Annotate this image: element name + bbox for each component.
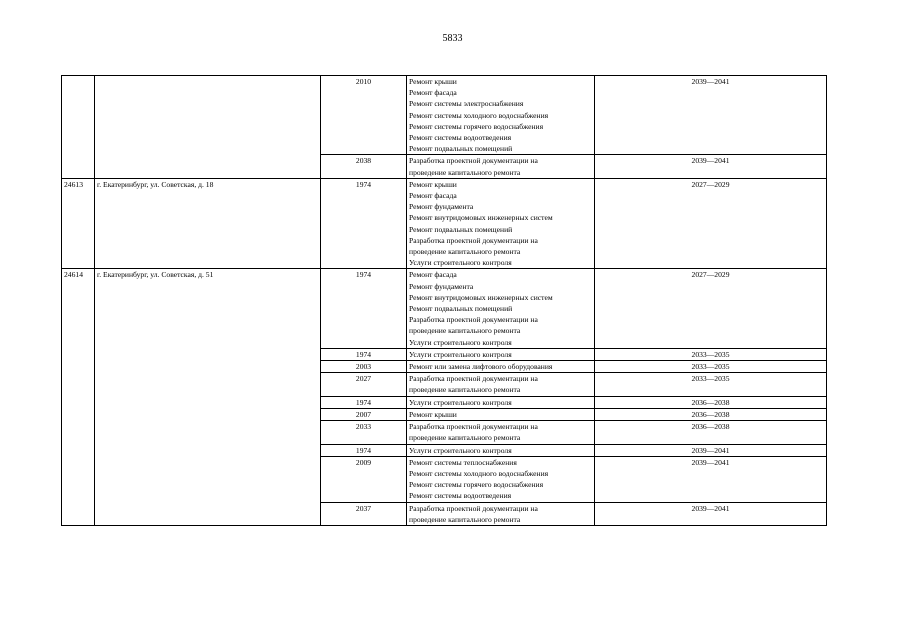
building-address: г. Екатеринбург, ул. Советская, д. 18 — [95, 178, 321, 269]
work-item: Ремонт подвальных помещений — [409, 304, 513, 314]
period-cell: 2033—2035 — [595, 373, 827, 396]
work-item: Ремонт системы горячего водоснабжения — [409, 121, 544, 131]
work-item: Разработка проектной документации на — [409, 315, 538, 325]
work-item: Ремонт системы холодного водоснабжения — [409, 468, 549, 478]
year-cell: 1974 — [321, 444, 407, 456]
period-cell: 2036—2038 — [595, 421, 827, 444]
work-item: Разработка проектной документации на — [409, 235, 538, 245]
period-cell: 2033—2035 — [595, 348, 827, 360]
work-item: Ремонт фасада — [409, 191, 457, 201]
year-cell: 1974 — [321, 178, 407, 269]
year-cell: 2027 — [321, 373, 407, 396]
work-item: проведение капитального ремонта — [409, 326, 521, 336]
work-item: Услуги строительного контроля — [409, 258, 512, 268]
works-cell — [407, 155, 595, 178]
works-cell — [407, 348, 595, 360]
work-item: проведение капитального ремонта — [409, 433, 521, 443]
work-item: Ремонт системы холодного водоснабжения — [409, 110, 549, 120]
period-cell: 2039—2041 — [595, 444, 827, 456]
work-item: проведение капитального ремонта — [409, 514, 521, 524]
period-cell: 2039—2041 — [595, 155, 827, 178]
works-cell — [407, 373, 595, 396]
work-item: Ремонт системы горячего водоснабжения — [409, 480, 544, 490]
work-item: Ремонт системы теплоснабжения — [409, 457, 517, 467]
building-id: 24613 — [62, 178, 95, 269]
work-item: Услуги строительного контроля — [409, 349, 512, 359]
work-item: Услуги строительного контроля — [409, 337, 512, 347]
work-item: Ремонт системы водоотведения — [409, 133, 512, 143]
year-cell: 2003 — [321, 361, 407, 373]
register-table — [61, 75, 827, 526]
year-cell: 1974 — [321, 396, 407, 408]
works-cell — [407, 269, 595, 348]
work-item: Ремонт или замена лифтового оборудования — [409, 362, 553, 372]
table-row — [62, 178, 827, 269]
work-item: проведение капитального ремонта — [409, 247, 521, 257]
year-cell: 1974 — [321, 348, 407, 360]
period-cell: 2036—2038 — [595, 396, 827, 408]
work-item: Услуги строительного контроля — [409, 397, 512, 407]
period-cell: 2027—2029 — [595, 269, 827, 348]
works-cell — [407, 444, 595, 456]
work-item: Ремонт подвальных помещений — [409, 144, 513, 154]
year-cell: 2010 — [321, 76, 407, 155]
work-item: Ремонт фундамента — [409, 202, 474, 212]
works-cell — [407, 76, 595, 155]
work-item: Ремонт внутридомовых инженерных систем — [409, 213, 553, 223]
work-item: Ремонт фундамента — [409, 281, 474, 291]
work-item: Разработка проектной документации на — [409, 156, 538, 166]
period-cell: 2039—2041 — [595, 76, 827, 155]
work-item: Разработка проектной документации на — [409, 374, 538, 384]
building-id: 24614 — [62, 269, 95, 525]
work-item: Ремонт фасада — [409, 270, 457, 280]
work-item: проведение капитального ремонта — [409, 385, 521, 395]
work-item: Ремонт системы электроснабжения — [409, 99, 524, 109]
period-cell: 2027—2029 — [595, 178, 827, 269]
year-cell: 2007 — [321, 408, 407, 420]
work-item: Ремонт системы водоотведения — [409, 491, 512, 501]
work-item: Ремонт внутридомовых инженерных систем — [409, 292, 553, 302]
table-row — [62, 269, 827, 348]
work-item: Ремонт крыши — [409, 179, 457, 189]
works-cell — [407, 502, 595, 525]
work-item: Ремонт крыши — [409, 409, 457, 419]
year-cell: 2037 — [321, 502, 407, 525]
work-item: Ремонт фасада — [409, 88, 457, 98]
year-cell: 2038 — [321, 155, 407, 178]
building-id — [62, 76, 95, 179]
year-cell: 2009 — [321, 456, 407, 502]
period-cell: 2039—2041 — [595, 456, 827, 502]
work-item: Ремонт крыши — [409, 77, 457, 86]
work-item: Ремонт подвальных помещений — [409, 224, 513, 234]
building-address — [95, 76, 321, 179]
building-address: г. Екатеринбург, ул. Советская, д. 51 — [95, 269, 321, 525]
works-cell — [407, 408, 595, 420]
work-item: Разработка проектной документации на — [409, 503, 538, 513]
page-number: 5833 — [442, 33, 463, 44]
works-cell — [407, 456, 595, 502]
year-cell: 2033 — [321, 421, 407, 444]
year-cell: 1974 — [321, 269, 407, 348]
period-cell: 2039—2041 — [595, 502, 827, 525]
table-row — [62, 76, 827, 155]
work-item: проведение капитального ремонта — [409, 167, 521, 177]
work-item: Разработка проектной документации на — [409, 422, 538, 432]
work-item: Услуги строительного контроля — [409, 445, 512, 455]
works-cell — [407, 178, 595, 269]
period-cell: 2033—2035 — [595, 361, 827, 373]
works-cell — [407, 361, 595, 373]
works-cell — [407, 396, 595, 408]
works-cell — [407, 421, 595, 444]
period-cell: 2036—2038 — [595, 408, 827, 420]
